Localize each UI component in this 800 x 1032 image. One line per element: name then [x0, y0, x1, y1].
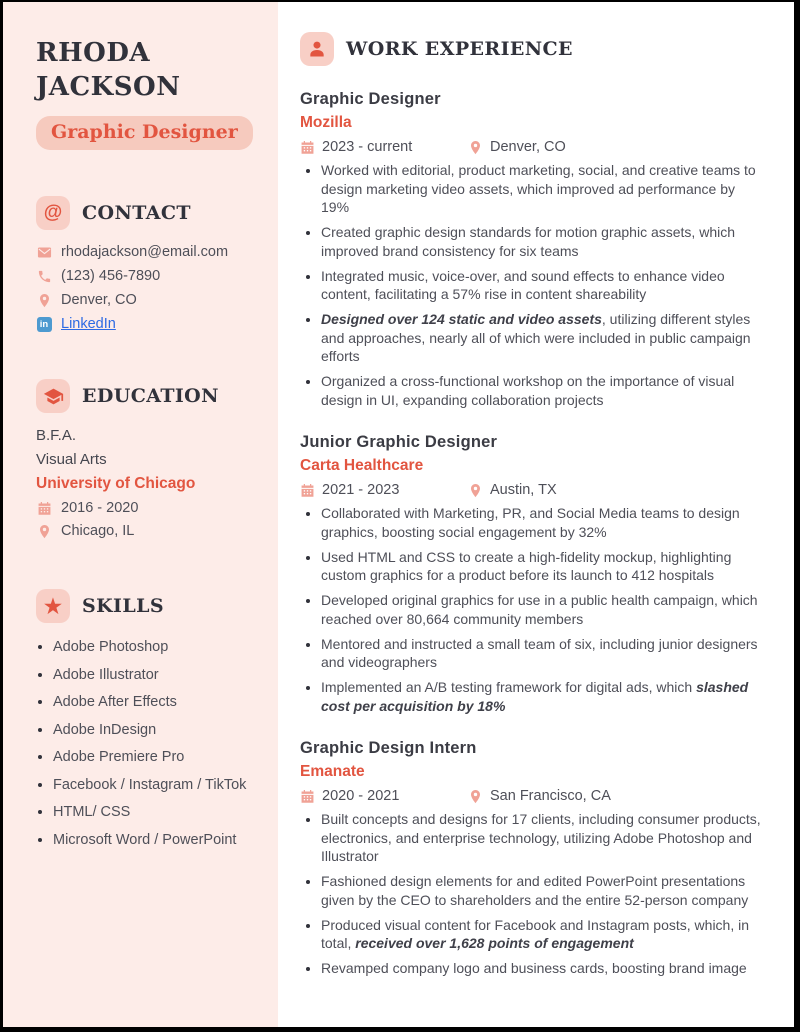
calendar-icon	[36, 500, 52, 516]
bullet-point: • Fashioned design elements for and edited PowerPoint presentations given by the CEO to shareholders and the entire 52-person company	[321, 872, 766, 909]
work-experience-panel	[278, 2, 794, 1027]
bullet-point: • Collaborated with Marketing, PR, and Social Media teams to design graphics, boosting social engagement by 32%	[321, 504, 766, 541]
job-bullets	[300, 161, 766, 409]
job-location-item	[468, 482, 557, 498]
education-location: Chicago, IL	[61, 523, 135, 539]
pin-icon	[468, 789, 483, 804]
pin-icon	[468, 483, 483, 498]
job-location: Austin, TX	[490, 482, 557, 498]
pin-icon	[36, 292, 52, 308]
pin-icon	[468, 140, 483, 155]
contact-text: (123) 456-7890	[61, 268, 161, 284]
education-section-header	[36, 379, 254, 413]
sidebar	[3, 2, 278, 1027]
phone-icon	[36, 268, 52, 284]
job-meta-row	[300, 482, 766, 498]
company-name: Mozilla	[300, 114, 352, 131]
job-title-badge: Graphic Designer	[36, 116, 253, 150]
skill-item: • Adobe Illustrator	[53, 665, 254, 685]
contact-heading: CONTACT	[82, 202, 191, 224]
name-line1: RHODA	[36, 38, 151, 68]
candidate-name	[36, 36, 254, 104]
contact-item	[36, 292, 254, 308]
contact-text: rhodajackson@email.com	[61, 244, 229, 260]
company-name: Carta Healthcare	[300, 457, 424, 474]
bullet-point: • Implemented an A/B testing framework for digital ads, which slashed cost per acquisition by 18%	[321, 678, 766, 715]
bullet-point: • Worked with editorial, product marketing, social, and creative teams to design marketing video assets, which improved ad performance by 19%	[321, 161, 766, 217]
graduation-cap-icon	[36, 379, 70, 413]
skill-item: • Adobe InDesign	[53, 720, 254, 740]
job-bullets	[300, 810, 766, 978]
work-heading: WORK EXPERIENCE	[346, 38, 573, 60]
job-dates-item	[300, 482, 468, 498]
jobs-container	[300, 90, 766, 978]
bullet-point: • Developed original graphics for use in a public health campaign, which reached over 80,664 community members	[321, 591, 766, 628]
linkedin-icon: in	[36, 316, 52, 332]
school-name: University of Chicago	[36, 475, 196, 492]
skills-list	[36, 637, 254, 850]
contact-section-header	[36, 196, 254, 230]
skill-item: • Facebook / Instagram / TikTok	[53, 775, 254, 795]
calendar-icon	[300, 789, 315, 804]
degree: B.F.A.	[36, 427, 77, 444]
job-location: San Francisco, CA	[490, 788, 611, 804]
resume-page	[3, 2, 794, 1027]
job-title: Junior Graphic Designer	[300, 433, 498, 451]
job-dates-item	[300, 788, 468, 804]
skill-item: • Adobe Premiere Pro	[53, 747, 254, 767]
contact-item	[36, 316, 254, 332]
job-bullets	[300, 504, 766, 715]
bullet-point: • Integrated music, voice-over, and sound effects to enhance video content, facilitating a 57% rise in content shareability	[321, 267, 766, 304]
bullet-point: • Organized a cross-functional workshop on the importance of visual design in UI, expanding collaboration projects	[321, 372, 766, 409]
work-section-header	[300, 32, 766, 66]
calendar-icon	[300, 140, 315, 155]
envelope-icon	[36, 244, 52, 260]
person-icon	[300, 32, 334, 66]
pin-icon	[36, 523, 52, 539]
job-title: Graphic Designer	[300, 90, 441, 108]
bullet-point: • Created graphic design standards for motion graphic assets, which improved brand consistency for six teams	[321, 223, 766, 260]
name-line2: JACKSON	[36, 72, 181, 102]
linkedin-link[interactable]: LinkedIn	[61, 316, 116, 332]
job-location-item	[468, 788, 611, 804]
star-icon: ★	[36, 589, 70, 623]
bullet-point: • Mentored and instructed a small team of six, including junior designers and videographers	[321, 635, 766, 672]
job-dates: 2023 - current	[322, 139, 413, 155]
job-dates: 2021 - 2023	[322, 482, 400, 498]
job-location-item	[468, 139, 566, 155]
calendar-icon	[300, 483, 315, 498]
skill-item: • Adobe After Effects	[53, 692, 254, 712]
skills-heading: SKILLS	[82, 595, 164, 617]
job-dates: 2020 - 2021	[322, 788, 400, 804]
job-entry	[300, 90, 766, 409]
field-of-study: Visual Arts	[36, 451, 107, 468]
skill-item: • Adobe Photoshop	[53, 637, 254, 657]
at-icon: @	[36, 196, 70, 230]
bullet-point: • Built concepts and designs for 17 clients, including consumer products, electronics, and enterprise technology, utilizing Adobe Photoshop and Illustrator	[321, 810, 766, 866]
contact-list	[36, 244, 254, 332]
job-location: Denver, CO	[490, 139, 566, 155]
skills-section-header	[36, 589, 254, 623]
contact-text: Denver, CO	[61, 292, 137, 308]
job-entry	[300, 739, 766, 978]
job-meta-row	[300, 139, 766, 155]
bullet-point: • Used HTML and CSS to create a high-fidelity mockup, highlighting custom graphics for a product before its launch to 412 hospitals	[321, 548, 766, 585]
job-dates-item	[300, 139, 468, 155]
bullet-point: • Produced visual content for Facebook and Instagram posts, which, in total, received over 1,628 points of engagement	[321, 916, 766, 953]
job-meta-row	[300, 788, 766, 804]
job-entry	[300, 433, 766, 715]
education-location-row	[36, 523, 254, 539]
education-dates-row	[36, 500, 254, 516]
skill-item: • Microsoft Word / PowerPoint	[53, 830, 254, 850]
company-name: Emanate	[300, 763, 365, 780]
education-heading: EDUCATION	[82, 385, 219, 407]
education-dates: 2016 - 2020	[61, 500, 139, 516]
bullet-point: • Revamped company logo and business cards, boosting brand image	[321, 959, 766, 978]
job-title: Graphic Design Intern	[300, 739, 477, 757]
education-details	[36, 427, 254, 539]
bullet-point: • Designed over 124 static and video assets, utilizing different styles and approaches, nearly all of which were included in public campaign efforts	[321, 310, 766, 366]
contact-item	[36, 244, 254, 260]
skill-item: • HTML/ CSS	[53, 802, 254, 822]
contact-item	[36, 268, 254, 284]
